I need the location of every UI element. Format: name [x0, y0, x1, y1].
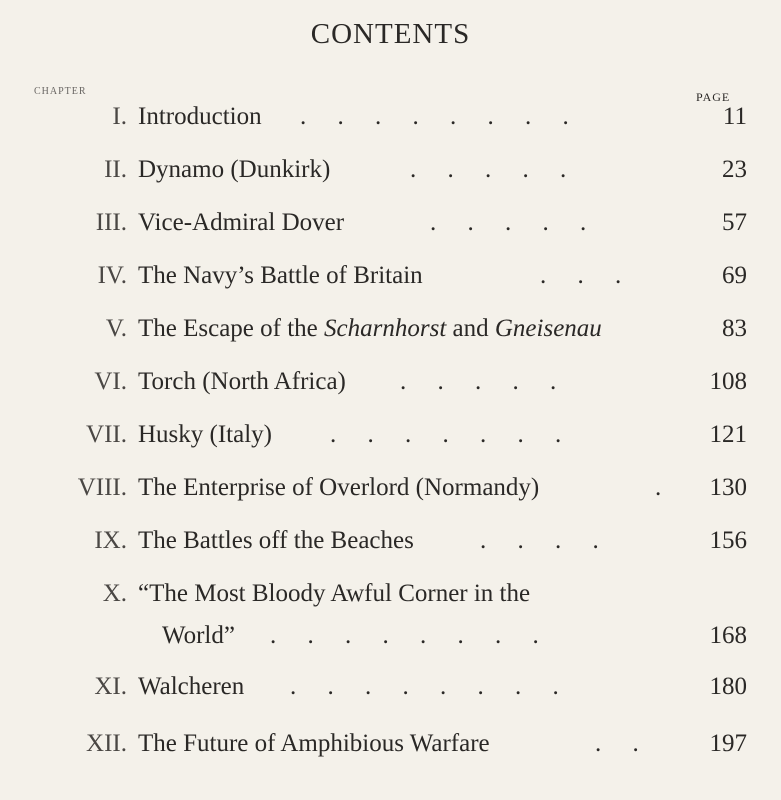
toc-entry	[0, 468, 781, 508]
chapter-title: “The Most Bloody Awful Corner in the	[138, 580, 531, 607]
title-text: and	[446, 315, 495, 342]
chapter-title: The Battles off the Beaches	[138, 527, 414, 554]
page-number: 197	[709, 730, 747, 757]
leader-dots: . . .	[540, 262, 622, 289]
toc-entry	[0, 574, 781, 614]
page-number: 130	[709, 474, 747, 501]
toc-entry	[0, 309, 781, 349]
chapter-title	[138, 309, 602, 349]
chapter-title: Vice-Admiral Dover	[138, 209, 345, 236]
page-number: 57	[722, 209, 747, 236]
chapter-number: IX.	[94, 527, 127, 554]
page-number: 69	[722, 262, 747, 289]
page-number: 168	[709, 622, 747, 649]
toc-entry	[0, 256, 781, 296]
page-number: 83	[722, 315, 747, 342]
toc-entry	[0, 724, 781, 764]
chapter-title: Introduction	[138, 103, 262, 130]
chapter-title: The Future of Amphibious Warfare	[138, 730, 490, 757]
chapter-number: II.	[104, 156, 127, 183]
page-number: 156	[709, 527, 747, 554]
leader-dots: . . . .	[480, 527, 599, 554]
chapter-number: V.	[105, 315, 127, 342]
chapter-column-label: CHAPTER	[34, 86, 87, 97]
chapter-title: Dynamo (Dunkirk)	[138, 156, 331, 183]
chapter-number: I.	[112, 103, 127, 130]
chapter-number: X.	[102, 580, 127, 607]
chapter-number: VIII.	[77, 474, 127, 501]
chapter-title: Husky (Italy)	[138, 421, 272, 448]
chapter-number: III.	[95, 209, 127, 236]
leader-dots: . . . . . . . .	[300, 103, 569, 130]
chapter-number: IV.	[97, 262, 127, 289]
title-text: The Escape of the	[138, 315, 325, 342]
leader-dots: . . . . . . .	[330, 421, 562, 448]
chapter-title: The Enterprise of Overlord (Normandy)	[138, 474, 540, 501]
chapter-title: Torch (North Africa)	[138, 368, 346, 395]
leader-dots: .	[655, 474, 662, 501]
ship-name: Gneisenau	[494, 315, 602, 342]
chapter-title: The Navy’s Battle of Britain	[138, 262, 423, 289]
chapter-title-continued: World”	[162, 622, 235, 649]
toc-entry	[0, 362, 781, 402]
toc-entry	[0, 667, 781, 707]
toc-entry	[0, 203, 781, 243]
chapter-number: XI.	[94, 673, 127, 700]
page-number: 180	[709, 673, 747, 700]
page-number: 23	[722, 156, 747, 183]
page-number: 108	[709, 368, 747, 395]
page-number: 11	[722, 103, 747, 130]
page-title: CONTENTS	[310, 18, 471, 50]
toc-entry	[0, 415, 781, 455]
chapter-number: VII.	[86, 421, 127, 448]
toc-entry	[0, 150, 781, 190]
leader-dots: . . . . .	[430, 209, 587, 236]
page-column-label: PAGE	[696, 90, 731, 104]
leader-dots: . . . . .	[400, 368, 557, 395]
leader-dots: . .	[595, 730, 639, 757]
chapter-title: Walcheren	[138, 673, 245, 700]
chapter-number: VI.	[94, 368, 127, 395]
leader-dots: . . . . .	[410, 156, 567, 183]
chapter-number: XII.	[86, 730, 127, 757]
leader-dots: . . . . . . . .	[290, 673, 559, 700]
toc-entry	[0, 521, 781, 561]
leader-dots: . . . . . . . .	[270, 622, 539, 649]
ship-name: Scharnhorst	[324, 315, 447, 342]
toc-entry	[0, 97, 781, 137]
page-number: 121	[709, 421, 747, 448]
toc-entry-continuation	[0, 616, 781, 656]
